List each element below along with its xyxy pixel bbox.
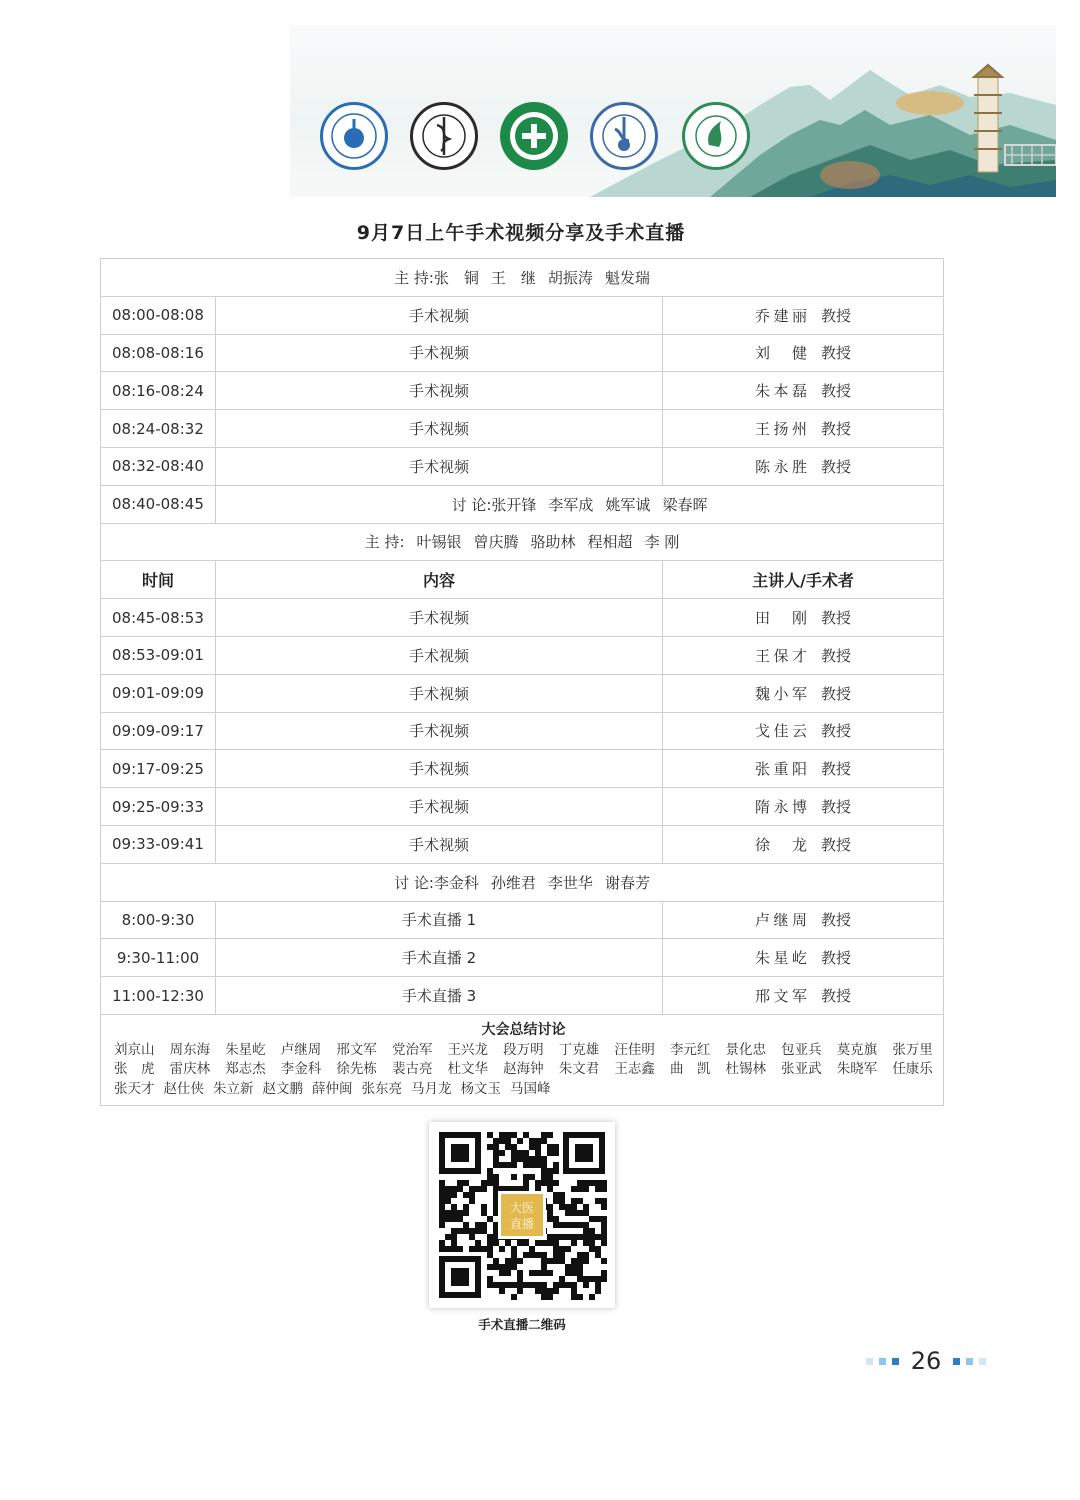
summary-name: 刘京山 <box>114 1041 155 1058</box>
summary-name: 徐先栋 <box>336 1061 377 1078</box>
decor-square <box>892 1358 899 1365</box>
summary-name: 党治军 <box>391 1041 433 1058</box>
summary-name: 邢文军 <box>336 1041 377 1058</box>
decor-square <box>966 1358 973 1365</box>
summary-name: 郑志杰 <box>225 1061 266 1078</box>
summary-name: 任康乐 <box>892 1061 933 1078</box>
session1-hosts: 主 持:张 铜 王 继 胡振涛 魁发瑞 <box>101 259 944 297</box>
table-row: 09:01-09:09 手术视频 魏小军 教授 <box>101 674 944 712</box>
summary-name: 杜文华 <box>447 1061 489 1078</box>
decor-square <box>979 1358 986 1365</box>
table-row: 11:00-12:30 手术直播 3 邢文军 教授 <box>101 977 944 1015</box>
session2-discussants: 讨 论:李金科 孙维君 李世华 谢春芳 <box>101 863 944 901</box>
summary-name: 杨文玉 <box>460 1080 501 1097</box>
summary-name: 周东海 <box>169 1041 211 1058</box>
table-row: 09:17-09:25 手术视频 张重阳 教授 <box>101 750 944 788</box>
summary-name: 赵仕侠 <box>163 1080 204 1097</box>
schedule-table <box>100 258 944 1106</box>
summary-name: 莫克旗 <box>836 1041 878 1058</box>
table-row: 08:00-08:08 手术视频 乔建丽 教授 <box>101 296 944 334</box>
gansu-association-logo <box>682 102 750 170</box>
decor-square <box>879 1358 886 1365</box>
summary-name: 张 虎 <box>114 1061 155 1078</box>
table-row: 08:45-08:53 手术视频 田 刚 教授 <box>101 599 944 637</box>
summary-name: 薛仲闽 <box>312 1080 353 1097</box>
summary-name: 李金科 <box>280 1061 322 1078</box>
summary-name: 张东亮 <box>361 1080 402 1097</box>
summary-name: 张亚武 <box>781 1061 822 1078</box>
summary-name: 段万明 <box>503 1041 544 1058</box>
summary-line-1 <box>114 1041 933 1061</box>
summary-title: 大会总结讨论 <box>481 1021 566 1038</box>
decor-square <box>953 1358 960 1365</box>
qr-code[interactable] <box>429 1122 615 1308</box>
header-banner <box>290 25 1056 197</box>
landscape-illustration <box>290 25 1056 197</box>
summary-name: 朱晓军 <box>836 1061 878 1078</box>
summary-name: 丁克雄 <box>558 1041 600 1058</box>
summary-name: 张万里 <box>892 1041 933 1058</box>
table-row: 8:00-9:30 手术直播 1 卢继周 教授 <box>101 901 944 939</box>
summary-name: 曲 凯 <box>669 1061 711 1078</box>
session1-host-row <box>101 259 944 297</box>
gswwtt-logo <box>590 102 658 170</box>
summary-discussion <box>101 1014 944 1106</box>
summary-name: 雷庆林 <box>169 1061 211 1078</box>
table-header-row: 时间 内容 主讲人/手术者 <box>101 561 944 599</box>
qr-caption: 手术直播二维码 <box>478 1317 566 1332</box>
table-row: 08:32-08:40 手术视频 陈永胜 教授 <box>101 447 944 485</box>
summary-name: 杜锡林 <box>725 1061 767 1078</box>
page-number <box>866 1346 986 1376</box>
summary-name: 王兴龙 <box>447 1041 489 1058</box>
summary-name: 马月龙 <box>411 1080 452 1097</box>
page-title: 9月7日上午手术视频分享及手术直播 <box>356 222 686 244</box>
summary-name: 李元红 <box>669 1041 711 1058</box>
summary-name: 赵海钟 <box>503 1061 544 1078</box>
session2-hosts: 主 持: 叶锡银 曾庆腾 骆助林 程相超 李 刚 <box>101 523 944 561</box>
session2-host-row <box>101 523 944 561</box>
table-row: 09:09-09:17 手术视频 戈佳云 教授 <box>101 712 944 750</box>
table-row: 09:25-09:33 手术视频 隋永博 教授 <box>101 788 944 826</box>
session1-discussion-row: 08:40-08:45 讨 论:张开锋 李军成 姚军诚 梁春晖 <box>101 485 944 523</box>
summary-name: 包亚兵 <box>781 1041 822 1058</box>
china-anti-cancer-association-logo <box>320 102 388 170</box>
table-row: 08:08-08:16 手术视频 刘 健 教授 <box>101 334 944 372</box>
summary-name: 裴古亮 <box>391 1061 433 1078</box>
table-row: 09:33-09:41 手术视频 徐 龙 教授 <box>101 825 944 863</box>
hospital-logo <box>500 102 568 170</box>
summary-name: 汪佳明 <box>614 1041 655 1058</box>
session2-discussion-row <box>101 863 944 901</box>
summary-name: 景化忠 <box>725 1041 767 1058</box>
decor-square <box>866 1358 873 1365</box>
qr-code-image <box>429 1122 615 1308</box>
summary-name: 马国峰 <box>510 1080 551 1097</box>
summary-name: 朱文君 <box>558 1061 600 1078</box>
summary-name: 朱立新 <box>213 1080 254 1097</box>
svg-text:直播: 直播 <box>509 1217 535 1231</box>
summary-row <box>101 1014 944 1106</box>
svg-text:大医: 大医 <box>509 1201 535 1215</box>
summary-line-2 <box>114 1060 933 1080</box>
gansu-geriatrics-society-logo <box>410 102 478 170</box>
summary-name: 朱星屹 <box>225 1041 266 1058</box>
table-row: 08:24-08:32 手术视频 王扬州 教授 <box>101 410 944 448</box>
table-row: 9:30-11:00 手术直播 2 朱星屹 教授 <box>101 939 944 977</box>
page-number-text: 26 <box>910 1347 942 1375</box>
table-row: 08:16-08:24 手术视频 朱本磊 教授 <box>101 372 944 410</box>
summary-name: 张天才 <box>114 1080 155 1097</box>
table-row: 08:53-09:01 手术视频 王保才 教授 <box>101 636 944 674</box>
summary-name: 王志鑫 <box>614 1061 655 1078</box>
summary-line-3 <box>114 1080 933 1100</box>
summary-name: 赵文鹏 <box>262 1080 303 1097</box>
session1-discussants: 讨 论:张开锋 李军成 姚军诚 梁春晖 <box>216 485 944 523</box>
summary-name: 卢继周 <box>280 1041 322 1058</box>
